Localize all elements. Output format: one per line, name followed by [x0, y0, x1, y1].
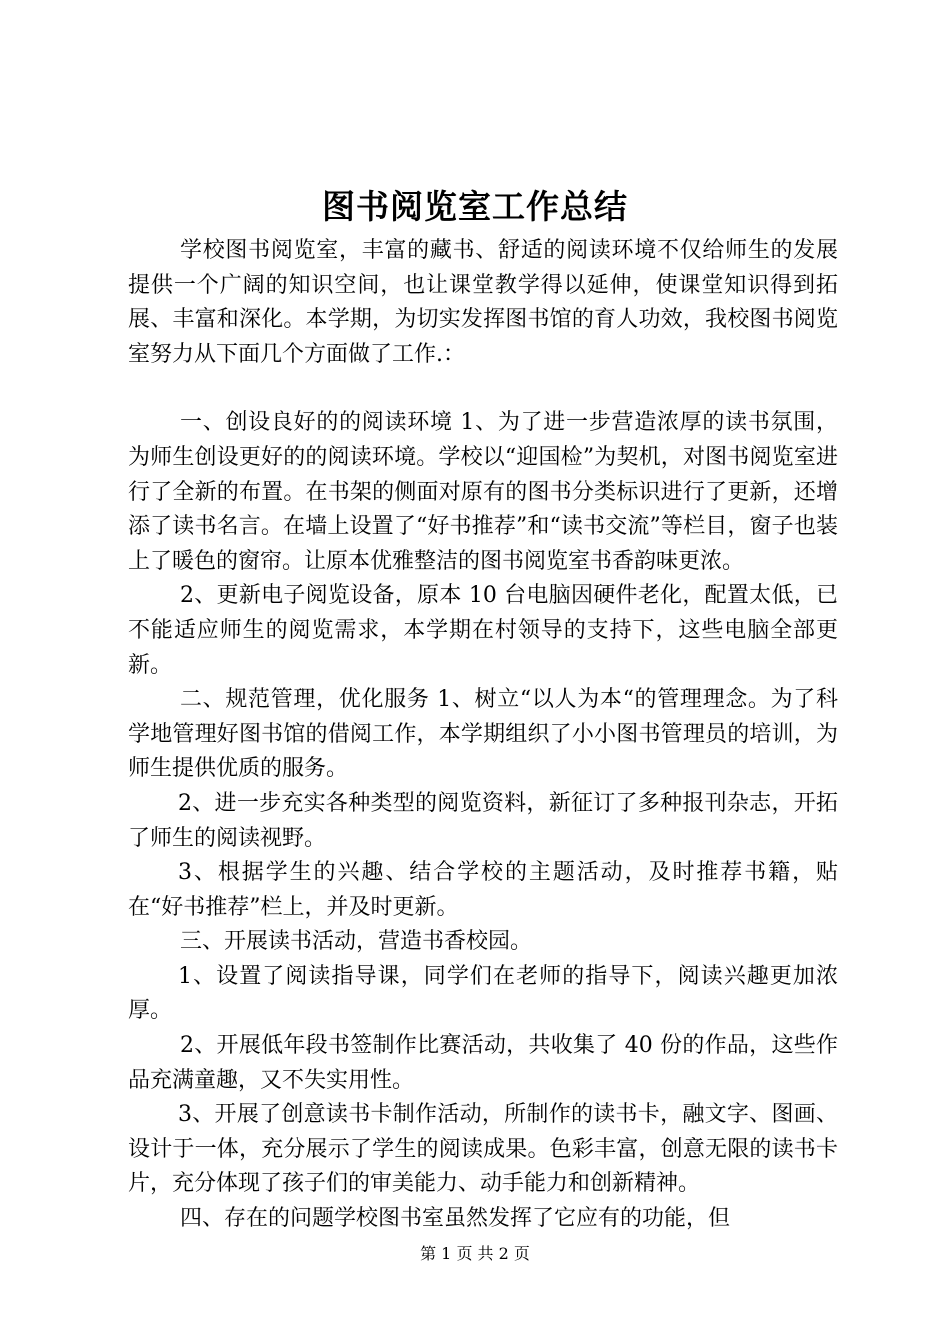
paragraph-gap — [128, 372, 838, 406]
intro-paragraph: 学校图书阅览室，丰富的藏书、舒适的阅读环境不仅给师生的发展提供一个广阔的知识空间，也让课堂教学得以延伸，使课堂知识得到拓展、丰富和深化。本学期，为切实发挥图书馆的育人功效，我校图书阅览室努力从下面几个方面做了工作.： — [128, 238, 838, 367]
section-2-item-2: 2、进一步充实各种类型的阅览资料，新征订了多种报刊杂志，开拓了师生的阅读视野。 — [128, 790, 838, 851]
section-3-item-3: 3、开展了创意读书卡制作活动，所制作的读书卡，融文字、图画、设计于一体，充分展示了学生的阅读成果。色彩丰富，创意无限的读书卡片，充分体现了孩子们的审美能力、动手能力和创新精神。 — [128, 1102, 838, 1197]
document-body — [128, 234, 838, 1237]
section-2-item-3: 3、根据学生的兴趣、结合学校的主题活动，及时推荐书籍，贴在“好书推荐”栏上，并及时更新。 — [128, 860, 838, 920]
section-3-item-1: 1、设置了阅读指导课，同学们在老师的指导下，阅读兴趣更加浓厚。 — [128, 963, 838, 1024]
section-1-paragraph: 一、创设良好的的阅读环境 1、为了进一步营造浓厚的读书氛围，为师生创设更好的的阅读环境。学校以“迎国检”为契机，对图书阅览室进行了全新的布置。在书架的侧面对原有的图书分类标识进行了更新，还增添了读书名言。在墙上设置了“好书推荐”和“读书交流”等栏目，窗子也装上了暖色的窗帘。让原本优雅整洁的图书阅览室书香韵味更浓。 — [128, 410, 838, 574]
page-footer: 第 1 页 共 2 页 — [420, 1244, 530, 1263]
section-3-heading: 三、开展读书活动，营造书香校园。 — [180, 929, 533, 955]
document-title: 图书阅览室工作总结 — [322, 187, 628, 226]
section-1-item-2: 2、更新电子阅览设备，原本 10 台电脑因硬件老化，配置太低，已不能适应师生的阅览需求，本学期在村领导的支持下，这些电脑全部更新。 — [128, 583, 838, 678]
section-2-paragraph: 二、规范管理，优化服务 1、树立“以人为本“的管理理念。为了科学地管理好图书馆的借阅工作，本学期组织了小小图书管理员的培训，为师生提供优质的服务。 — [128, 687, 838, 782]
section-4-paragraph: 四、存在的问题学校图书室虽然发挥了它应有的功能，但 — [180, 1206, 731, 1232]
section-3-item-2: 2、开展低年段书签制作比赛活动，共收集了 40 份的作品，这些作品充满童趣，又不失实用性。 — [128, 1033, 838, 1093]
